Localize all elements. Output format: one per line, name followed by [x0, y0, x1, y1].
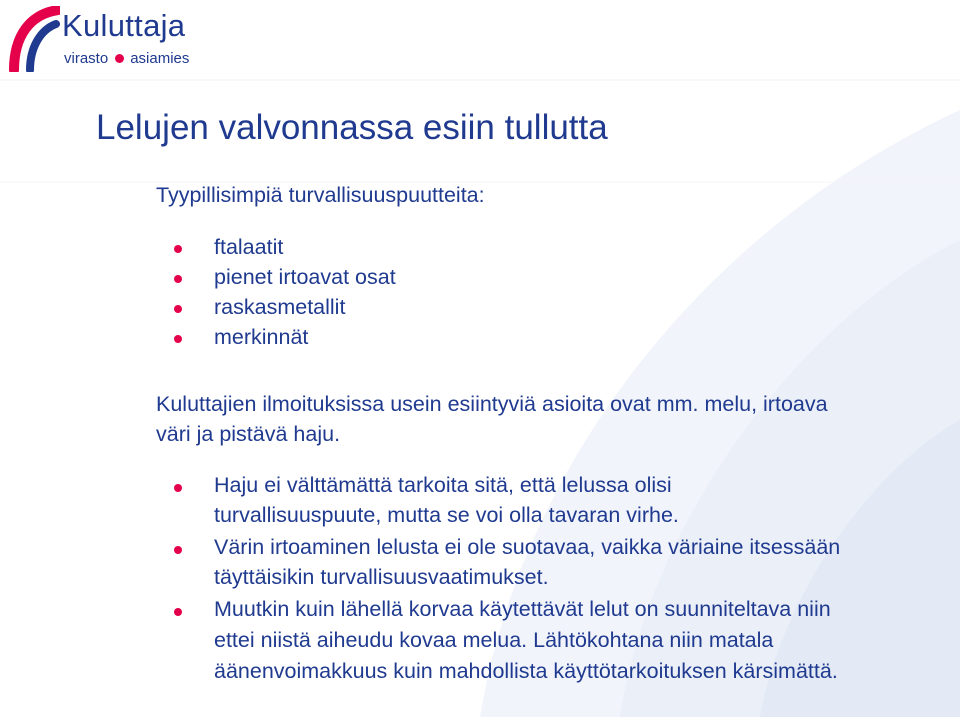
defect-label: ftalaatit: [214, 235, 284, 259]
logo-subtitle: [64, 50, 189, 67]
bullet-icon: [174, 305, 182, 313]
complaints-line: Kuluttajien ilmoituksissa usein esiintyviä asioita ovat mm. melu, irtoava: [156, 392, 828, 416]
intro-text: Tyypillisimpiä turvallisuuspuutteita:: [156, 183, 485, 207]
detail-line: täyttäisikin turvallisuusvaatimukset.: [214, 565, 549, 589]
detail-line: Värin irtoaminen lelusta ei ole suotavaa, vaikka väriaine itsessään: [214, 535, 841, 559]
bullet-icon: [174, 484, 182, 492]
detail-line: äänenvoimakkuus kuin mahdollista käyttötarkoituksen kärsimättä.: [214, 659, 838, 683]
bullet-icon: [174, 335, 182, 343]
bullet-icon: [174, 245, 182, 253]
detail-line: ettei niistä aiheudu kovaa melua. Lähtökohtana niin matala: [214, 628, 774, 652]
bullet-icon: [174, 546, 182, 554]
bullet-icon: [174, 608, 182, 616]
detail-line: turvallisuuspuute, mutta se voi olla tavaran virhe.: [214, 503, 679, 527]
logo-dot-icon: [115, 54, 124, 63]
detail-line: Muutkin kuin lähellä korvaa käytettävät lelut on suunniteltava niin: [214, 597, 831, 621]
detail-line: Haju ei välttämättä tarkoita sitä, että lelussa olisi: [214, 473, 672, 497]
complaints-line: väri ja pistävä haju.: [156, 422, 341, 446]
logo-sub-right: asiamies: [130, 50, 190, 67]
defect-label: pienet irtoavat osat: [214, 265, 396, 289]
bullet-icon: [174, 275, 182, 283]
logo-wordmark: Kuluttaja: [62, 8, 186, 43]
logo-sub-left: virasto: [64, 50, 109, 67]
defect-label: merkinnät: [214, 325, 309, 349]
slide-title: Lelujen valvonnassa esiin tullutta: [96, 108, 608, 147]
logo-arc-icon: [8, 6, 60, 72]
defect-label: raskasmetallit: [214, 295, 346, 319]
kuluttaja-logo: [8, 6, 208, 72]
